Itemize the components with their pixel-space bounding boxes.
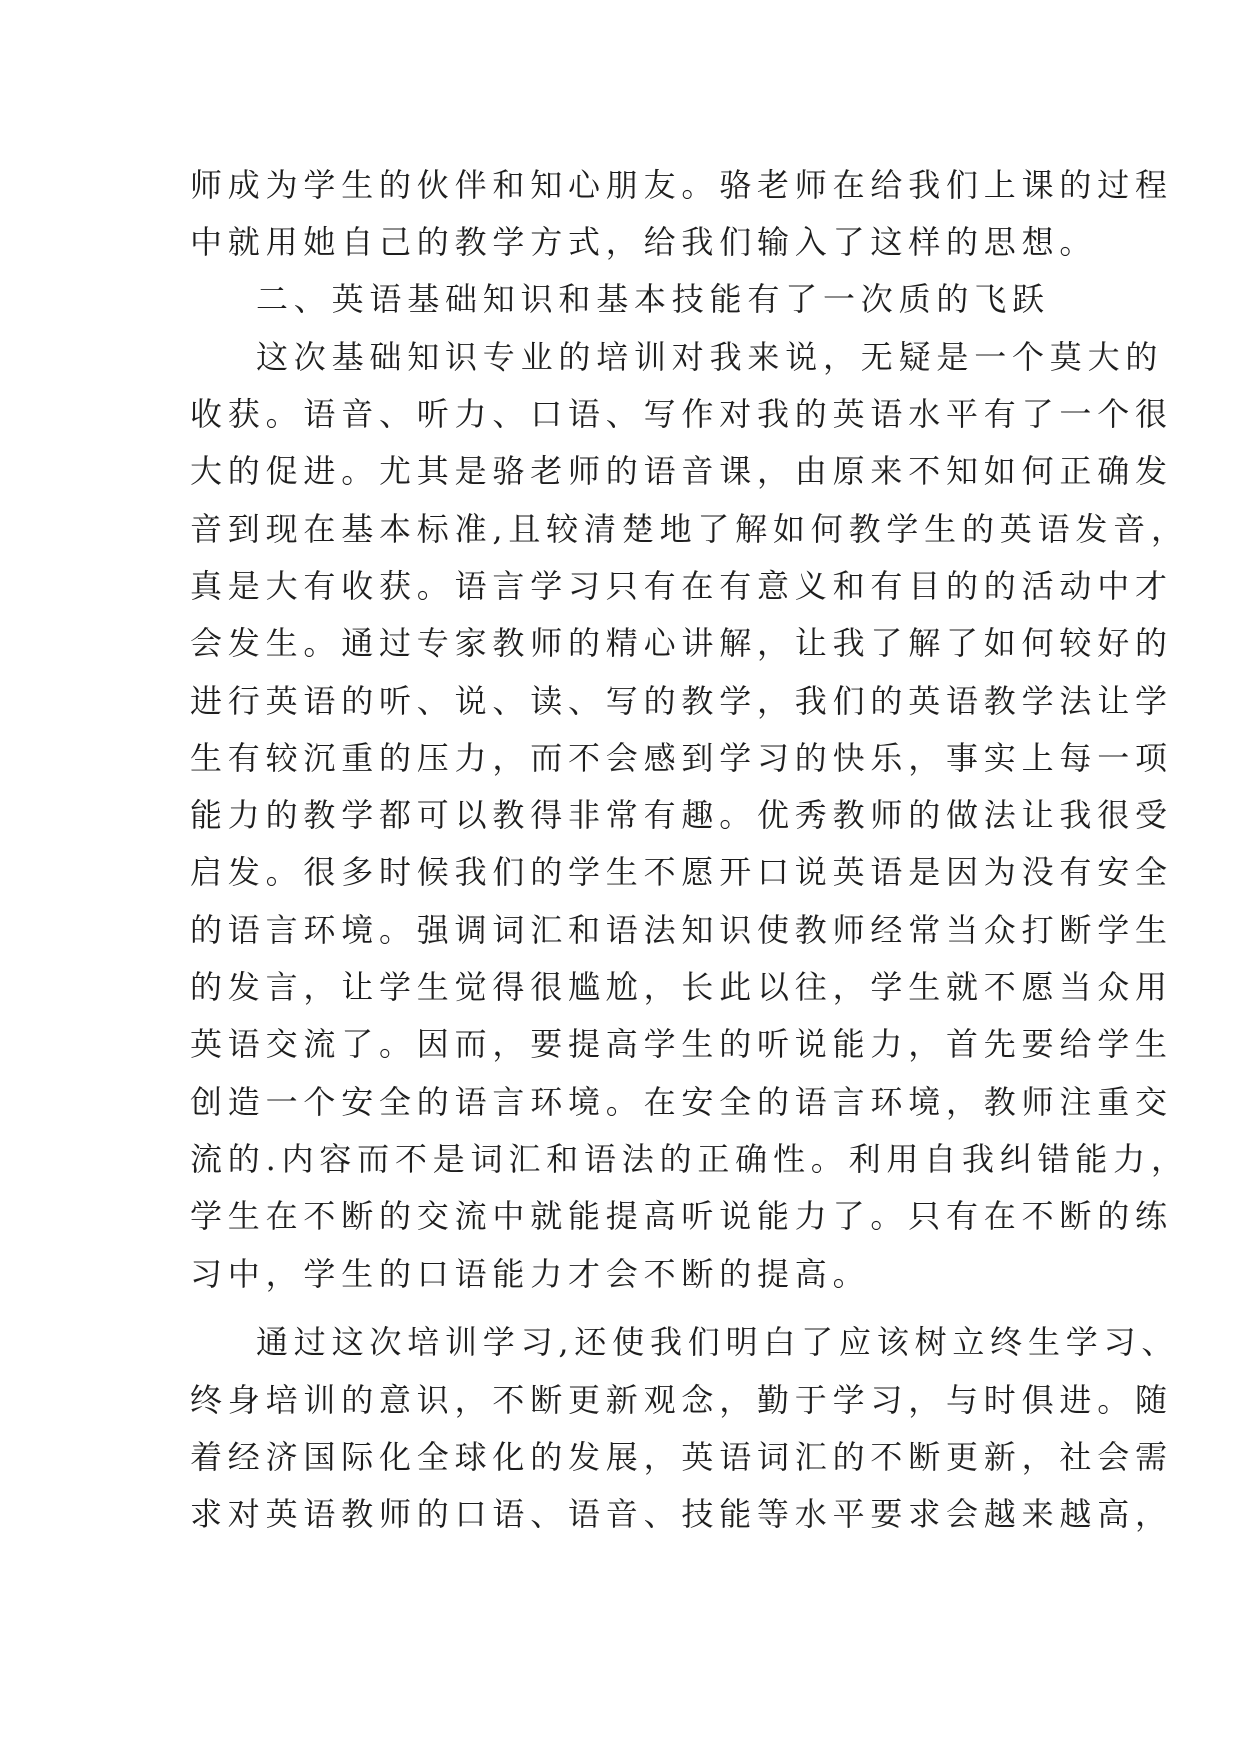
text-line: 流的.内容而不是词汇和语法的正确性。利用自我纠错能力， bbox=[190, 1140, 1189, 1178]
text-line: 会发生。通过专家教师的精心讲解，让我了解了如何较好的 bbox=[190, 624, 1173, 662]
text-line: 启发。很多时候我们的学生不愿开口说英语是因为没有安全 bbox=[190, 853, 1173, 891]
text-line: 创造一个安全的语言环境。在安全的语言环境，教师注重交 bbox=[190, 1083, 1173, 1121]
text-line: 终身培训的意识，不断更新观念，勤于学习，与时俱进。随 bbox=[190, 1381, 1173, 1419]
text-line: 大的促进。尤其是骆老师的语音课，由原来不知如何正确发 bbox=[190, 452, 1173, 490]
text-line: 收获。语音、听力、口语、写作对我的英语水平有了一个很 bbox=[190, 395, 1173, 433]
text-line: 进行英语的听、说、读、写的教学，我们的英语教学法让学 bbox=[190, 682, 1173, 720]
text-line: 师成为学生的伙伴和知心朋友。骆老师在给我们上课的过程 bbox=[190, 166, 1173, 204]
text-line: 生有较沉重的压力，而不会感到学习的快乐，事实上每一项 bbox=[190, 739, 1173, 777]
paragraph-first-line: 通过这次培训学习,还使我们明白了应该树立终生学习、 bbox=[256, 1323, 1180, 1361]
text-line: 的发言，让学生觉得很尴尬，长此以往，学生就不愿当众用 bbox=[190, 968, 1173, 1006]
text-line: 学生在不断的交流中就能提高听说能力了。只有在不断的练 bbox=[190, 1197, 1173, 1235]
section-heading: 二、英语基础知识和基本技能有了一次质的飞跃 bbox=[256, 280, 1050, 318]
paragraph-first-line: 这次基础知识专业的培训对我来说，无疑是一个莫大的 bbox=[256, 338, 1164, 376]
text-line: 习中，学生的口语能力才会不断的提高。 bbox=[190, 1255, 871, 1293]
text-line: 的语言环境。强调词汇和语法知识使教师经常当众打断学生 bbox=[190, 911, 1173, 949]
text-line: 音到现在基本标准,且较清楚地了解如何教学生的英语发音， bbox=[190, 510, 1189, 548]
text-line: 求对英语教师的口语、语音、技能等水平要求会越来越高， bbox=[190, 1495, 1173, 1533]
text-line: 着经济国际化全球化的发展，英语词汇的不断更新，社会需 bbox=[190, 1438, 1173, 1476]
text-line: 能力的教学都可以教得非常有趣。优秀教师的做法让我很受 bbox=[190, 796, 1173, 834]
text-line: 英语交流了。因而，要提高学生的听说能力，首先要给学生 bbox=[190, 1025, 1173, 1063]
text-line: 中就用她自己的教学方式，给我们输入了这样的思想。 bbox=[190, 223, 1098, 261]
text-line: 真是大有收获。语言学习只有在有意义和有目的的活动中才 bbox=[190, 567, 1173, 605]
